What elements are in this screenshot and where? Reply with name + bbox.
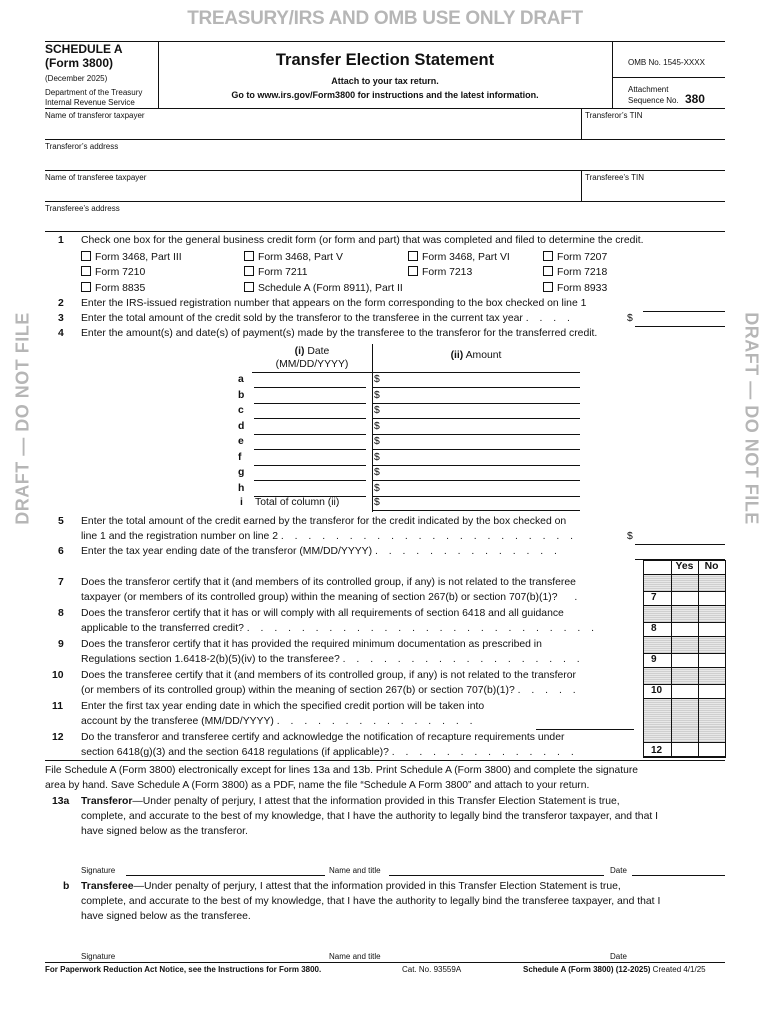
checkbox-form-7207[interactable]: Form 7207 <box>543 251 607 263</box>
grid-shade-cell <box>644 575 671 591</box>
transferee-tin-field[interactable]: Transferee’s TIN <box>585 173 644 182</box>
line-4-amount-input[interactable] <box>372 434 580 435</box>
draft-watermark-right: DRAFT — DO NOT FILE <box>741 312 762 525</box>
rule-2 <box>45 170 725 171</box>
attach-instruction: Attach to your tax return. <box>331 76 439 86</box>
line-3-text: Enter the total amount of the credit sold by the transferor to the transferee in the current tax year . . . . <box>81 313 574 324</box>
line-13b-text-1: Transferee—Under penalty of perjury, I attest that the information provided in this Transfer Election Statement is true, <box>81 881 621 892</box>
line-5-input[interactable] <box>635 544 725 545</box>
line-4-number: 4 <box>58 328 64 339</box>
grid-shade-cell <box>644 727 671 742</box>
transferee-name-field[interactable]: Name of transferee taxpayer <box>45 173 147 182</box>
line-4-amount-input[interactable] <box>372 496 580 497</box>
form-title: Transfer Election Statement <box>275 51 495 69</box>
line-12-text-2: section 6418(g)(3) and the section 6418 regulations (if applicable)? . . . . . . . . . . . . . . <box>81 747 578 758</box>
no-header: No <box>704 561 719 572</box>
line-11-input[interactable] <box>536 729 634 730</box>
line-5-dollar: $ <box>627 531 633 542</box>
no-answer-cell[interactable] <box>699 684 725 699</box>
checkbox-icon[interactable] <box>408 251 418 261</box>
line-4-amount-header: (ii) Amount <box>450 350 502 361</box>
tin-divider-2 <box>581 170 582 201</box>
line-7-box: 7 <box>651 592 657 603</box>
header-divider-right <box>612 42 613 108</box>
line-11-text-1: Enter the first tax year ending date in which the specified credit portion will be taken into <box>81 701 485 712</box>
line-8-text-2: applicable to the transferred credit? . . . . . . . . . . . . . . . . . . . . . . . . . . <box>81 623 599 634</box>
transferor-signature-field[interactable] <box>126 875 325 876</box>
line-10-text-2: (or members of its controlled group) within the meaning of section 267(b) or section 707(b)(1)? . . . . . <box>81 685 580 696</box>
checkbox-form-8933[interactable]: Form 8933 <box>543 282 607 294</box>
grid-shade-cell <box>699 727 725 742</box>
line-4-row-letter: f <box>238 451 242 463</box>
line-5-number: 5 <box>58 516 64 527</box>
checkbox-icon[interactable] <box>543 282 553 292</box>
transferee-name-title-label: Name and title <box>329 952 381 961</box>
dept-irs: Internal Revenue Service <box>45 98 135 107</box>
goto-instruction: Go to www.irs.gov/Form3800 for instructions and the latest information. <box>231 90 539 100</box>
checkbox-icon[interactable] <box>244 251 254 261</box>
line-4-dollar-sign: $ <box>374 405 380 416</box>
no-answer-cell[interactable] <box>699 622 725 637</box>
line-8-box: 8 <box>651 623 657 634</box>
transferee-signature-label: Signature <box>81 952 116 961</box>
checkbox-form-7218[interactable]: Form 7218 <box>543 266 607 278</box>
grid-right-edge <box>725 560 726 757</box>
transferor-name-title-field[interactable] <box>389 875 604 876</box>
line-8-number: 8 <box>58 608 64 619</box>
line-10-box: 10 <box>651 685 663 696</box>
checkbox-form-3468-part-v[interactable]: Form 3468, Part V <box>244 251 343 263</box>
line-8-text-1: Does the transferor certify that it has or will comply with all requirements of section 6418 and all guidance <box>81 608 564 619</box>
transferor-name-field[interactable]: Name of transferor taxpayer <box>45 111 145 120</box>
line-4-row-letter: g <box>238 467 245 478</box>
line-9-text-1: Does the transferor certify that it has provided the required minimum documentation as prescribed in <box>81 639 542 650</box>
checkbox-icon[interactable] <box>543 266 553 276</box>
omb-number: OMB No. 1545-XXXX <box>628 58 705 67</box>
line-11-text-2: account by the transferee (MM/DD/YYYY) . . . . . . . . . . . . . . . <box>81 716 477 727</box>
line-4-text: Enter the amount(s) and date(s) of payment(s) made by the transferee to the transferor for the transferred credit. <box>81 328 598 339</box>
line-3-number: 3 <box>58 313 64 324</box>
yes-answer-cell[interactable] <box>672 591 698 606</box>
line-13b-text-2: complete, and accurate to the best of my knowledge, that I have the authority to legally bind the transferee taxpayer, and that I <box>81 896 661 907</box>
transferor-address-field[interactable]: Transferor’s address <box>45 142 119 151</box>
line-4-amount-input[interactable] <box>372 480 580 481</box>
line-4-row-letter: a <box>238 374 244 385</box>
line-7-text-1: Does the transferor certify that it (and members of its controlled group, if any) is not related to the transferee <box>81 577 576 588</box>
line-4-amount-input[interactable] <box>372 449 580 450</box>
line-6-text: Enter the tax year ending date of the transferor (MM/DD/YYYY) . . . . . . . . . . . . . . <box>81 546 561 557</box>
line-5-text-2: line 1 and the registration number on line 2 . . . . . . . . . . . . . . . . . . . . . . <box>81 531 578 542</box>
line-4-date-input[interactable] <box>254 465 366 466</box>
checkbox-form-7213[interactable]: Form 7213 <box>408 266 472 278</box>
line-4-row-letter: b <box>238 389 245 401</box>
line-13b-number: b <box>63 881 70 892</box>
footer-paperwork-notice: For Paperwork Reduction Act Notice, see the Instructions for Form 3800. <box>45 965 322 974</box>
checkbox-icon[interactable] <box>244 282 254 292</box>
checkbox-schedule-a-form-8911[interactable]: Schedule A (Form 8911), Part II <box>244 282 403 294</box>
checkbox-icon[interactable] <box>81 251 91 261</box>
checkbox-icon[interactable] <box>543 251 553 261</box>
footer-rule <box>45 962 725 963</box>
grid-shade-cell <box>672 668 698 684</box>
transferor-name-title-label: Name and title <box>329 866 381 875</box>
line-4-dollar-sign: $ <box>374 389 380 401</box>
line-11-number: 11 <box>52 701 63 712</box>
line-4-date-input[interactable] <box>254 387 366 388</box>
yes-answer-cell[interactable] <box>672 684 698 699</box>
line-2-text: Enter the IRS-issued registration number that appears on the form corresponding to the box checked on line 1 <box>81 298 587 309</box>
checkbox-icon[interactable] <box>408 266 418 276</box>
line-4-row-letter: e <box>238 436 244 447</box>
checkbox-form-7210[interactable]: Form 7210 <box>81 266 145 278</box>
line-13a-number: 13a <box>52 796 70 807</box>
transferor-signature-label: Signature <box>81 866 116 875</box>
checkbox-icon[interactable] <box>81 282 91 292</box>
footer-schedule-id: Schedule A (Form 3800) (12-2025) Created 4/1/25 <box>523 965 706 974</box>
line-5-text-1: Enter the total amount of the credit earned by the transferor for the credit indicated by the box checked on <box>81 516 567 527</box>
line-9-text-2: Regulations section 1.6418-2(b)(5)(iv) to the transferee? . . . . . . . . . . . . . . . . . . <box>81 654 584 665</box>
line-2-input[interactable] <box>643 311 725 312</box>
checkbox-icon[interactable] <box>81 266 91 276</box>
grid-shade-cell <box>672 637 698 653</box>
grid-shade-cell <box>699 668 725 684</box>
line-4-row-letter: d <box>238 420 245 432</box>
line-9-box: 9 <box>651 654 657 665</box>
form-id-block <box>45 42 158 70</box>
grid-shade-cell <box>699 606 725 622</box>
line-4-date-input[interactable] <box>254 449 366 450</box>
rule-4 <box>45 231 725 232</box>
line-4-dollar-sign: $ <box>374 482 380 494</box>
transferor-date-field[interactable] <box>632 875 725 876</box>
yes-header: Yes <box>675 561 694 572</box>
line-10-number: 10 <box>52 670 64 681</box>
line-4-dollar-sign: $ <box>374 436 380 447</box>
draft-watermark-left: DRAFT — DO NOT FILE <box>12 312 33 525</box>
line-1-number: 1 <box>58 235 64 246</box>
file-note-1: File Schedule A (Form 3800) electronically except for lines 13a and 13b. Print Schedule A (Form 3800) and complete the signature <box>45 765 638 776</box>
grid-shade-cell <box>672 727 698 742</box>
sequence-label: Sequence No. 380 <box>628 92 705 106</box>
grid-shade-cell <box>699 699 725 727</box>
line-13b-text-3: have signed below as the transferee. <box>81 911 251 922</box>
line-13a-text-1: Transferor—Under penalty of perjury, I attest that the information provided in this Transfer Election Statement is true, <box>81 796 620 807</box>
line-6-number: 6 <box>58 546 64 557</box>
line-3-dollar: $ <box>627 313 633 324</box>
grid-shade-cell <box>672 699 698 727</box>
line-4-dollar-sign: $ <box>374 451 380 463</box>
line-4-header-rule <box>252 372 580 373</box>
sequence-number: 380 <box>684 92 705 106</box>
dept-treasury: Department of the Treasury <box>45 88 143 97</box>
line-1-text: Check one box for the general business credit form (or form and part) that was completed and filed to determine the credit. <box>81 235 644 246</box>
revision-date: (December 2025) <box>45 74 108 83</box>
line-4i-letter: i <box>240 497 243 508</box>
checkbox-form-8835[interactable]: Form 8835 <box>81 282 145 294</box>
line-4-date-input[interactable] <box>254 403 366 404</box>
rule-1 <box>45 139 725 140</box>
grid-shade-cell <box>644 606 671 622</box>
draft-watermark-top: TREASURY/IRS AND OMB USE ONLY DRAFT <box>187 8 583 29</box>
line-4-table-divider <box>372 344 373 512</box>
line-4-date-input[interactable] <box>254 480 366 481</box>
no-answer-cell[interactable] <box>699 591 725 606</box>
file-note-2: area by hand. Save Schedule A (Form 3800) as a PDF, name the file “Schedule A Form 3800” and attach to your return. <box>45 780 590 791</box>
line-4-amount-input[interactable] <box>372 387 580 388</box>
line-4-row-letter: h <box>238 482 245 494</box>
checkbox-icon[interactable] <box>244 266 254 276</box>
line-4-date-input[interactable] <box>254 434 366 435</box>
line-7-number: 7 <box>58 577 64 588</box>
line-9-number: 9 <box>58 639 64 650</box>
transferee-address-field[interactable]: Transferee’s address <box>45 204 120 213</box>
line-4i-dollar: $ <box>374 497 380 508</box>
grid-shade-cell <box>699 575 725 591</box>
line-12-box: 12 <box>651 745 663 756</box>
line-4-amount-input[interactable] <box>372 465 580 466</box>
checkbox-form-7211[interactable]: Form 7211 <box>244 266 307 278</box>
line-12-number: 12 <box>52 732 64 743</box>
line-3-input[interactable] <box>635 326 725 327</box>
attachment-label: Attachment <box>628 85 669 94</box>
transferor-date-label: Date <box>610 866 627 875</box>
line-4i-text: Total of column (ii) <box>255 497 340 508</box>
line-4i-input[interactable] <box>372 510 580 511</box>
line-12-text-1: Do the transferor and transferee certify and acknowledge the notification of recapture requirements under <box>81 732 565 743</box>
grid-shade-cell <box>672 606 698 622</box>
no-answer-cell[interactable] <box>699 742 725 757</box>
footer-cat-number: Cat. No. 93559A <box>402 965 462 974</box>
rule-12-bottom <box>45 760 725 761</box>
omb-divider <box>612 77 725 78</box>
line-4-dollar-sign: $ <box>374 467 380 478</box>
no-answer-cell[interactable] <box>699 653 725 668</box>
line-2-number: 2 <box>58 298 64 309</box>
grid-shade-cell <box>644 637 671 653</box>
schedule-label: SCHEDULE A <box>45 42 123 56</box>
line-13a-text-3: have signed below as the transferor. <box>81 826 248 837</box>
line-4-dollar-sign: $ <box>374 420 380 432</box>
line-4-amount-input[interactable] <box>372 403 580 404</box>
line-4-row-letter: c <box>238 405 244 416</box>
yes-answer-cell[interactable] <box>672 653 698 668</box>
tin-divider-1 <box>581 108 582 139</box>
header-rule-top <box>45 41 725 42</box>
yes-answer-cell[interactable] <box>672 622 698 637</box>
line-4-dollar-sign: $ <box>374 374 380 385</box>
line-7-text-2: taxpayer (or members of its controlled group) within the meaning of section 267(b) or section 707(b)(1)? . <box>81 592 582 603</box>
grid-shade-cell <box>699 637 725 653</box>
rule-3 <box>45 201 725 202</box>
transferee-date-label: Date <box>610 952 627 961</box>
header-rule-bottom <box>45 108 725 109</box>
grid-shade-cell <box>644 699 671 727</box>
line-4-amount-input[interactable] <box>372 418 580 419</box>
grid-shade-cell <box>672 575 698 591</box>
grid-bottom-rule <box>643 757 726 758</box>
line-4-date-input[interactable] <box>254 418 366 419</box>
form-label: (Form 3800) <box>45 56 114 70</box>
line-4-date-header: (i) Date (MM/DD/YYYY) <box>275 346 349 370</box>
line-10-text-1: Does the transferee certify that it (and members of its controlled group, if any) is not related to the transferor <box>81 670 576 681</box>
checkbox-form-3468-part-iii[interactable]: Form 3468, Part III <box>81 251 182 263</box>
line-13a-text-2: complete, and accurate to the best of my knowledge, that I have the authority to legally bind the transferor taxpayer, and that I <box>81 811 659 822</box>
grid-shade-cell <box>644 668 671 684</box>
checkbox-form-3468-part-vi[interactable]: Form 3468, Part VI <box>408 251 510 263</box>
yes-answer-cell[interactable] <box>672 742 698 757</box>
transferor-tin-field[interactable]: Transferor’s TIN <box>585 111 643 120</box>
